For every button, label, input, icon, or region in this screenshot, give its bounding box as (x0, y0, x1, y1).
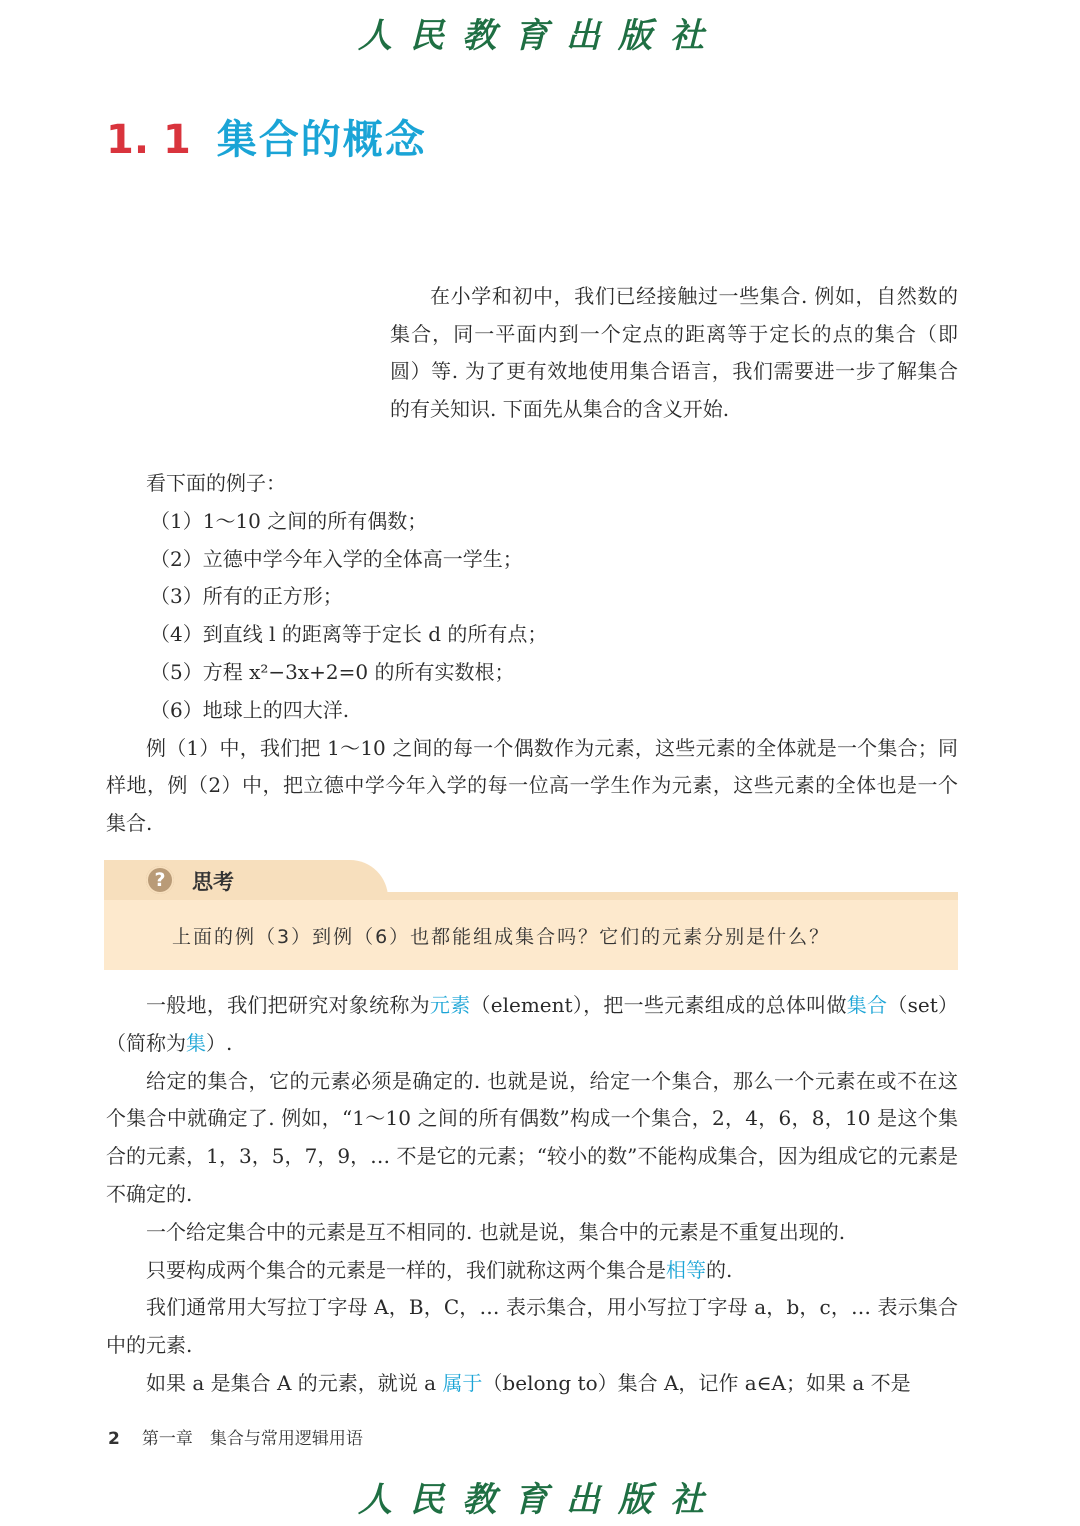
section-number: 1. 1 (106, 117, 191, 163)
membership-paragraph (106, 1365, 958, 1403)
page-number: 2 (108, 1429, 120, 1449)
section-title (106, 108, 427, 165)
intro-text: 在小学和初中，我们已经接触过一些集合. 例如，自然数的集合，同一平面内到一个定点的距离等于定长的点的集合（即圆）等. 为了更有效地使用集合语言，我们需要进一步了解集合的有关知识. 下面先从集合的含义开始. (390, 284, 958, 421)
examples-block (106, 465, 958, 843)
example-item: （2）立德中学今年入学的全体高一学生； (150, 546, 523, 571)
determinacy-paragraph: 给定的集合，它的元素必须是确定的. 也就是说，给定一个集合，那么一个元素在或不在这个集合中就确定了. 例如，“1～10 之间的所有偶数”构成一个集合，2，4，6，8，10 是这个集合的元素，1，3，5，7，9，… 不是它的元素；“较小的数”不能构成集合，因为组成它的元素是不确定的. (106, 1068, 958, 1206)
section-title-text: 集合的概念 (216, 117, 427, 163)
publisher-watermark-bottom: 人民教育出版社 (358, 1480, 722, 1520)
chapter-title: 第一章 集合与常用逻辑用语 (141, 1429, 363, 1449)
text-span: 只要构成两个集合的元素是一样的，我们就称这两个集合是 (146, 1257, 666, 1282)
example-item: （6）地球上的四大洋. (150, 697, 350, 722)
page-footer (108, 1424, 363, 1449)
term-belong: 属于 (442, 1370, 483, 1395)
think-box (104, 860, 958, 970)
text-span: 的. (706, 1257, 733, 1282)
example-item: （3）所有的正方形； (150, 584, 343, 609)
text-span: （set）（简称为 (106, 993, 959, 1055)
text-span: （element），把一些元素组成的总体叫做 (470, 993, 847, 1017)
equality-paragraph (106, 1252, 958, 1290)
think-title: 思考 (192, 870, 234, 894)
examples-explanation: 例（1）中，我们把 1～10 之间的每一个偶数作为元素，这些元素的全体就是一个集合；同样地，例（2）中，把立德中学今年入学的每一位高一学生作为元素，这些元素的全体也是一个集合. (106, 735, 958, 836)
intro-paragraph (390, 278, 958, 428)
example-item: （1）1～10 之间的所有偶数； (150, 508, 428, 533)
examples-lead: 看下面的例子： (146, 471, 286, 495)
definitions-block (106, 987, 958, 1403)
text-span: 如果 a 是集合 A 的元素，就说 a (146, 1370, 443, 1395)
think-question: 上面的例（3）到例（6）也都能组成集合吗？它们的元素分别是什么？ (172, 926, 831, 948)
text-span: （belong to）集合 A，记作 a∈A；如果 a 不是 (482, 1370, 911, 1395)
text-span: 一般地，我们把研究对象统称为 (146, 993, 430, 1017)
term-equal: 相等 (666, 1257, 706, 1282)
term-element: 元素 (429, 993, 471, 1017)
publisher-watermark-top: 人民教育出版社 (358, 16, 722, 56)
question-icon: ? (146, 866, 174, 894)
term-set: 集合 (846, 993, 888, 1017)
distinctness-paragraph: 一个给定集合中的元素是互不相同的. 也就是说，集合中的元素是不重复出现的. (146, 1219, 846, 1244)
definition-paragraph (106, 987, 958, 1063)
notation-paragraph: 我们通常用大写拉丁字母 A，B，C，… 表示集合，用小写拉丁字母 a，b，c，… 表示集合中的元素. (106, 1295, 958, 1358)
text-span: ）. (206, 1030, 233, 1055)
term-set-short: 集 (186, 1030, 206, 1055)
example-item: （5）方程 x²−3x+2=0 的所有实数根； (150, 659, 515, 684)
example-item: （4）到直线 l 的距离等于定长 d 的所有点； (150, 622, 548, 647)
